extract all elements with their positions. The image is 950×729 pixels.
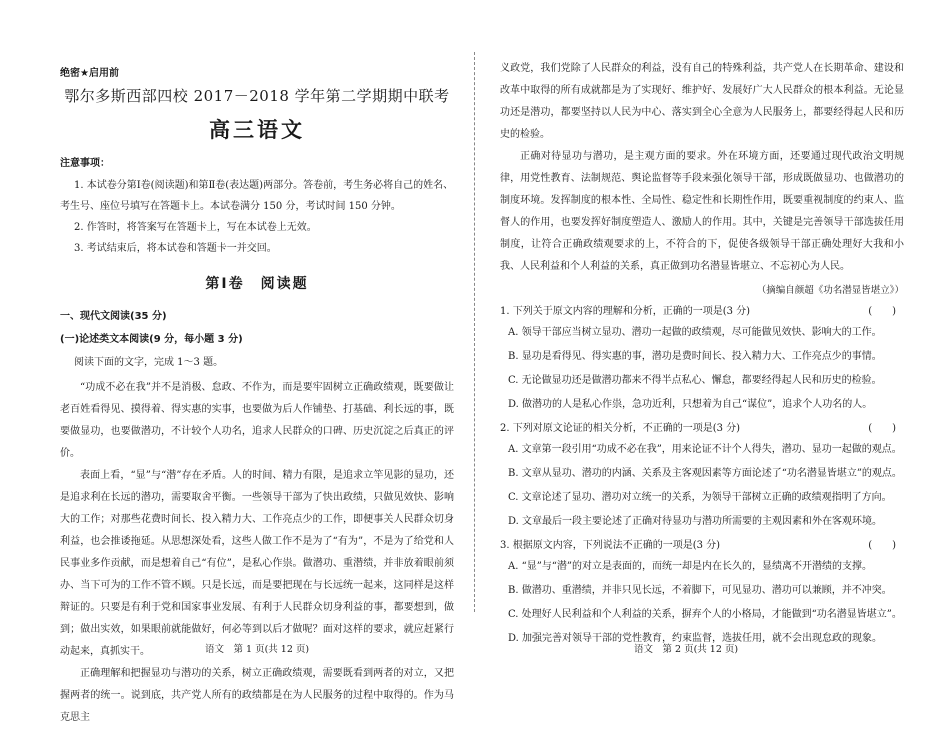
reading-paragraph: “功成不必在我”并不是消极、怠政、不作为，而是要牢固树立正确政绩观，既要做让老百姓看得见、摸得着、得实惠的实事，也要做为后人作铺垫、打基础、利长远的事，既要做显功，也要做潜功，不计较个人功名，追求人民群众的口碑、历史沉淀之后真正的评价。	[60, 382, 454, 459]
page-footer: 语文 第 2 页(共 12 页)	[634, 644, 739, 655]
option-d: D. 做潜功的人是私心作祟，急功近利，只想着为自己“谋位”，追求个人功名的人。	[508, 399, 873, 410]
note-line: 考生号、座位号填写在答题卡上。本试卷满分 150 分，考试时间 150 分钟。	[60, 201, 401, 212]
question-3	[500, 536, 904, 644]
part-heading: 一、现代文阅读(35 分)	[60, 311, 167, 322]
question-text: 2. 下列对原文论证的相关分析，不正确的一项是(3 分)	[500, 423, 741, 434]
option-c: C. 文章论述了显功、潜功对立统一的关系，为领导干部树立正确的政绩观指明了方向。	[508, 492, 892, 503]
option-a: A. “显”与“潜”的对立是表面的，而统一却是内在长久的，显绩离不开潜绩的支撑。	[508, 561, 873, 572]
reading-paragraph: 正确对待显功与潜功，是主观方面的要求。外在环境方面，还要通过现代政治文明规律，用党性教育、法制规范、舆论监督等手段来强化领导干部，形成既做显功、也做潜功的制度环境。发挥制度的根本性、全局性、稳定性和长期性作用，既要重视制度的约束人、监督人的作用，也要发挥好制度塑造人、激励人的作用。其中，关键是完善领导干部选拔任用制度，让符合正确政绩观要求的上，不符合的下，促使各级领导干部正确处理好大我和小我、人民利益和个人利益的关系，真正做到功名潜显皆堪立、不忘初心为人民。	[500, 151, 904, 272]
answer-blank: ( )	[868, 423, 896, 434]
question-stem	[500, 302, 904, 317]
left-page	[0, 0, 474, 723]
section-title: 第Ⅰ卷 阅读题	[205, 276, 309, 292]
question-stem	[500, 419, 904, 434]
question-text: 3. 根据原文内容，下列说法不正确的一项是(3 分)	[500, 540, 721, 551]
note-line: 1. 本试卷分第Ⅰ卷(阅读题)和第Ⅱ卷(表达题)两部分。答卷前，考生务必将自己的姓名、	[74, 180, 454, 191]
right-page	[476, 0, 950, 673]
reading-paragraph: 义政党，我们党除了人民群众的利益，没有自己的特殊利益，共产党人在长期革命、建设和改革中取得的所有成就都是为了实现好、维护好、发展好广大人民群众的根本利益。无论显功还是潜功，都要坚持以人民为中心、落实到全心全意为人民服务上，都要经得起人民和历史的检验。	[500, 63, 904, 140]
reading-paragraph: 正确理解和把握显功与潜功的关系，树立正确政绩观，需要既看到两者的对立，又把握两者的统一。说到底，共产党人所有的政绩都是在为人民服务的过程中取得的。作为马克思主	[60, 668, 454, 723]
question-1	[500, 302, 904, 410]
note-line: 3. 考试结束后，将本试卷和答题卡一并交回。	[74, 243, 277, 254]
option-a: A. 文章第一段引用“功成不必在我”，用来论证不计个人得失，潜功、显功一起做的观点。	[508, 444, 902, 455]
reading-paragraph: 表面上看，“显”与“潜”存在矛盾。人的时间、精力有限，是追求立竿见影的显功，还是追求利在长远的潜功，需要取舍平衡。一些领导干部为了快出政绩，只做见效快、影响大的工作；对那些花费时间长、投入精力大、工作亮点少的工作，即便事关人民群众切身利益，也会推诿拖延。从思想深处看，这些人做工作不是为了“有为”，不是为了给党和人民事业多作贡献，而是想着自己“有位”，是私心作祟。做潜功、重潜绩，并非放着眼前须办、当下可为的工作不管不顾。只是长远，而是要把现在与长远统一起来，这同样是这样辩证的。只要是有利于党和国家事业发展、有利于人民群众切身利益的事，都要想到，做到；做出实效，如果眼前就能做好，何必等到以后才做呢？面对这样的要求，就应赶紧行动起来，真抓实干。	[60, 470, 454, 657]
option-b: B. 做潜功、重潜绩，并非只见长远，不着脚下，可见显功、潜功可以兼顾，并不冲突。	[508, 585, 892, 596]
option-d: D. 文章最后一段主要论述了正确对待显功与潜功所需要的主观因素和外在客观环境。	[508, 516, 883, 527]
answer-blank: ( )	[868, 306, 896, 317]
notes-title: 注意事项：	[60, 158, 110, 169]
sub-heading: (一)论述类文本阅读(9 分，每小题 3 分)	[60, 334, 243, 345]
subject-title: 高三语文	[209, 118, 305, 142]
secret-label: 绝密★启用前	[60, 68, 119, 79]
option-a: A. 领导干部应当树立显功、潜功一起做的政绩观，尽可能做见效快、影响大的工作。	[508, 327, 882, 338]
option-b: B. 显功是看得见、得实惠的事，潜功是费时间长、投入精力大、工作亮点少的事情。	[508, 351, 882, 362]
question-text: 1. 下列关于原文内容的理解和分析，正确的一项是(3 分)	[500, 306, 751, 317]
answer-blank: ( )	[868, 540, 896, 551]
note-line: 2. 作答时，将答案写在答题卡上，写在本试卷上无效。	[74, 222, 317, 233]
option-b: B. 文章从显功、潜功的内涵、关系及主客观因素等方面论述了“功名潜显皆堪立”的观点。	[508, 468, 902, 479]
instruction: 阅读下面的文字，完成 1～3 题。	[74, 357, 224, 368]
exam-title: 鄂尔多斯西部四校 2017－2018 学年第二学期期中联考	[64, 87, 450, 105]
option-c: C. 无论做显功还是做潜功都来不得半点私心、懈怠，都要经得起人民和历史的检验。	[508, 375, 882, 386]
question-2	[500, 419, 904, 527]
option-c: C. 处理好人民利益和个人利益的关系，摒弃个人的小格局，才能做到“功名潜显皆堪立”。	[508, 609, 902, 620]
source-citation: （摘编自颜超《功名潜显皆堪立》）	[756, 285, 904, 296]
question-stem	[500, 536, 904, 551]
page-footer: 语文 第 1 页(共 12 页)	[205, 644, 310, 655]
option-d: D. 加强完善对领导干部的党性教育，约束监督，选拔任用，就不会出现怠政的现象。	[508, 633, 883, 644]
